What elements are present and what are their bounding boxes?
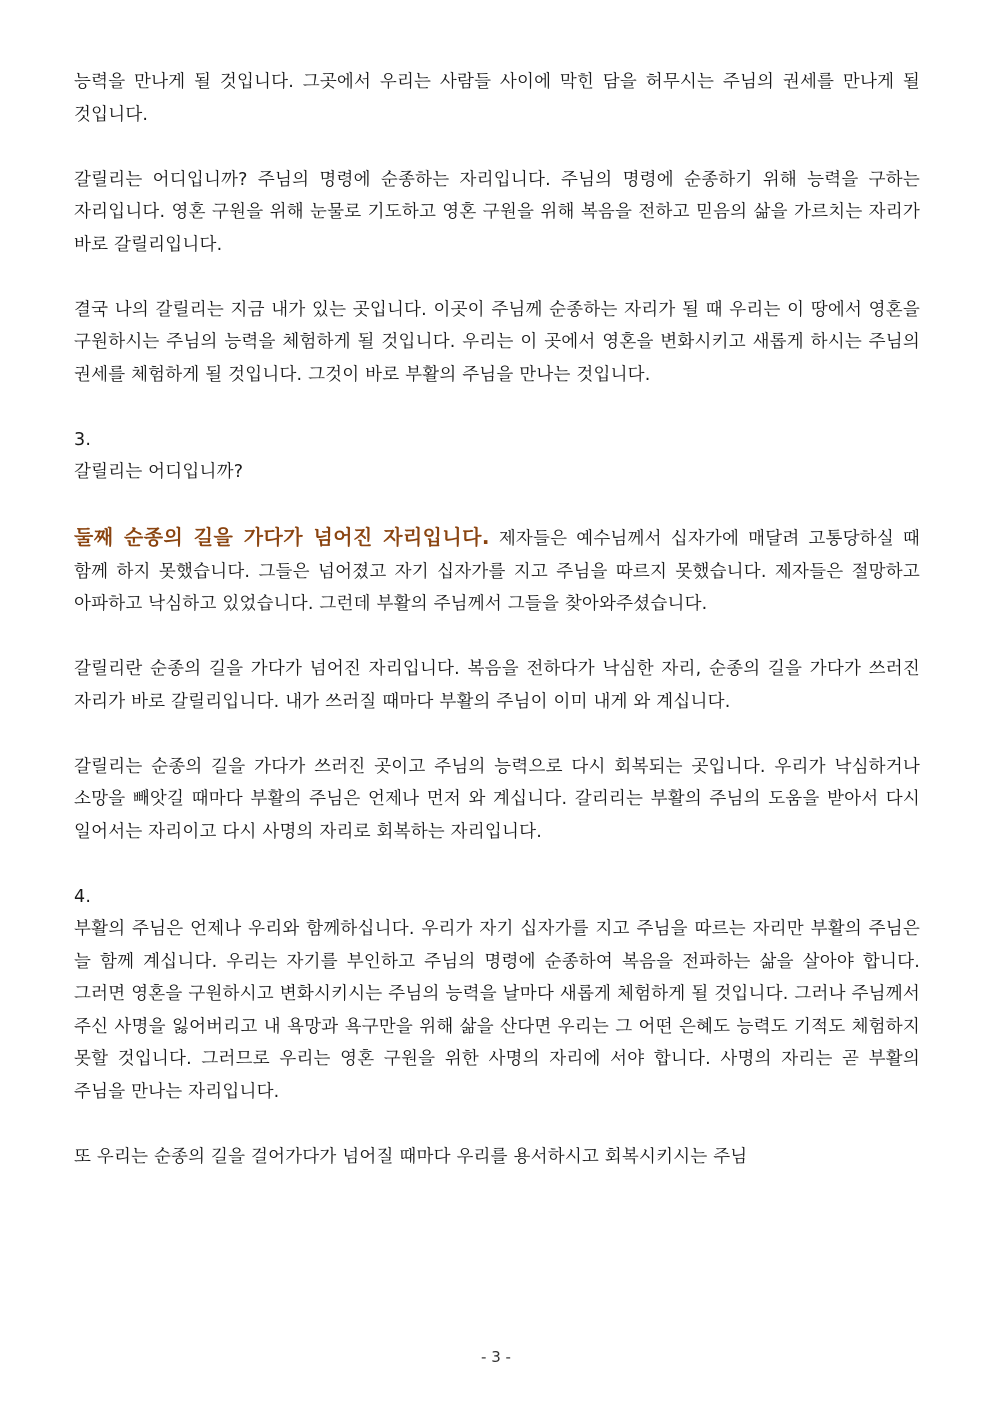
paragraph-fallen-place: 갈릴리란 순종의 길을 가다가 넘어진 자리입니다. 복음을 전하다가 낙심한 자리, 순종의 길을 가다가 쓰러진 자리가 바로 갈릴리입니다. 내가 쓰러질 때마다 부활의 주님이 이미 내게 와 계십니다. [74,659,920,712]
sermon-body [74,66,920,1206]
paragraph-second-point [74,521,920,621]
section-question: 갈릴리는 어디입니까? [74,462,244,482]
highlight-heading: 둘째 순종의 길을 가다가 넘어진 자리입니다. [74,525,490,549]
section-3 [74,424,920,489]
paragraph-always-with-us: 부활의 주님은 언제나 우리와 함께하십니다. 우리가 자기 십자가를 지고 주님을 따르는 자리만 부활의 주님은 늘 함께 계십니다. 우리는 자기를 부인하고 주님의 명령에 순종하여 복음을 전파하는 삶을 살아야 합니다. 그러면 영혼을 구원하시고 변화시키시는 주님의 능력을 날마다 새롭게 체험하게 될 것입니다. 그러나 주님께서 주신 사명을 잃어버리고 내 욕망과 욕구만을 위해 삶을 산다면 우리는 그 어떤 은혜도 능력도 기적도 체험하지 못할 것입니다. 그러므로 우리는 영혼 구원을 위한 사명의 자리에 서야 합니다. 사명의 자리는 곧 부활의 주님을 만나는 자리입니다. [74,919,920,1102]
paragraph-text: 제자들은 예수님께서 십자가에 매달려 고통당하실 때 함께 하지 못했습니다. 그들은 넘어졌고 자기 십자가를 지고 주님을 따르지 못했습니다. 제자들은 절망하고 아파하고 낙심하고 있었습니다. 그런데 부활의 주님께서 그들을 찾아와주셨습니다. [74,529,920,614]
paragraph-continuation: 능력을 만나게 될 것입니다. 그곳에서 우리는 사람들 사이에 막힌 담을 허무시는 주님의 권세를 만나게 될 것입니다. [74,72,920,125]
page-number: - 3 - [481,1348,511,1366]
paragraph-restoration: 갈릴리는 순종의 길을 가다가 쓰러진 곳이고 주님의 능력으로 다시 회복되는 곳입니다. 우리가 낙심하거나 소망을 빼앗길 때마다 부활의 주님은 언제나 먼저 와 계십니다. 갈리리는 부활의 주님의 도움을 받아서 다시 일어서는 자리이고 다시 사명의 자리로 회복하는 자리입니다. [74,756,920,842]
section-number: 4. [74,886,92,907]
paragraph-forgiveness: 또 우리는 순종의 길을 걸어가다가 넘어질 때마다 우리를 용서하시고 회복시키시는 주님 [74,1146,748,1167]
section-4-number [74,881,920,914]
paragraph-galilee-obedience: 갈릴리는 어디입니까? 주님의 명령에 순종하는 자리입니다. 주님의 명령에 순종하기 위해 능력을 구하는 자리입니다. 영혼 구원을 위해 눈물로 기도하고 영혼 구원을 위해 복음을 전하고 믿음의 삶을 가르치는 자리가 바로 갈릴리입니다. [74,169,920,255]
paragraph-my-galilee: 결국 나의 갈릴리는 지금 내가 있는 곳입니다. 이곳이 주님께 순종하는 자리가 될 때 우리는 이 땅에서 영혼을 구원하시는 주님의 능력을 체험하게 될 것입니다. 우리는 이 곳에서 영혼을 변화시키고 새롭게 하시는 주님의 권세를 체험하게 될 것입니다. 그것이 바로 부활의 주님을 만나는 것입니다. [74,299,920,385]
section-number: 3. [74,429,92,450]
